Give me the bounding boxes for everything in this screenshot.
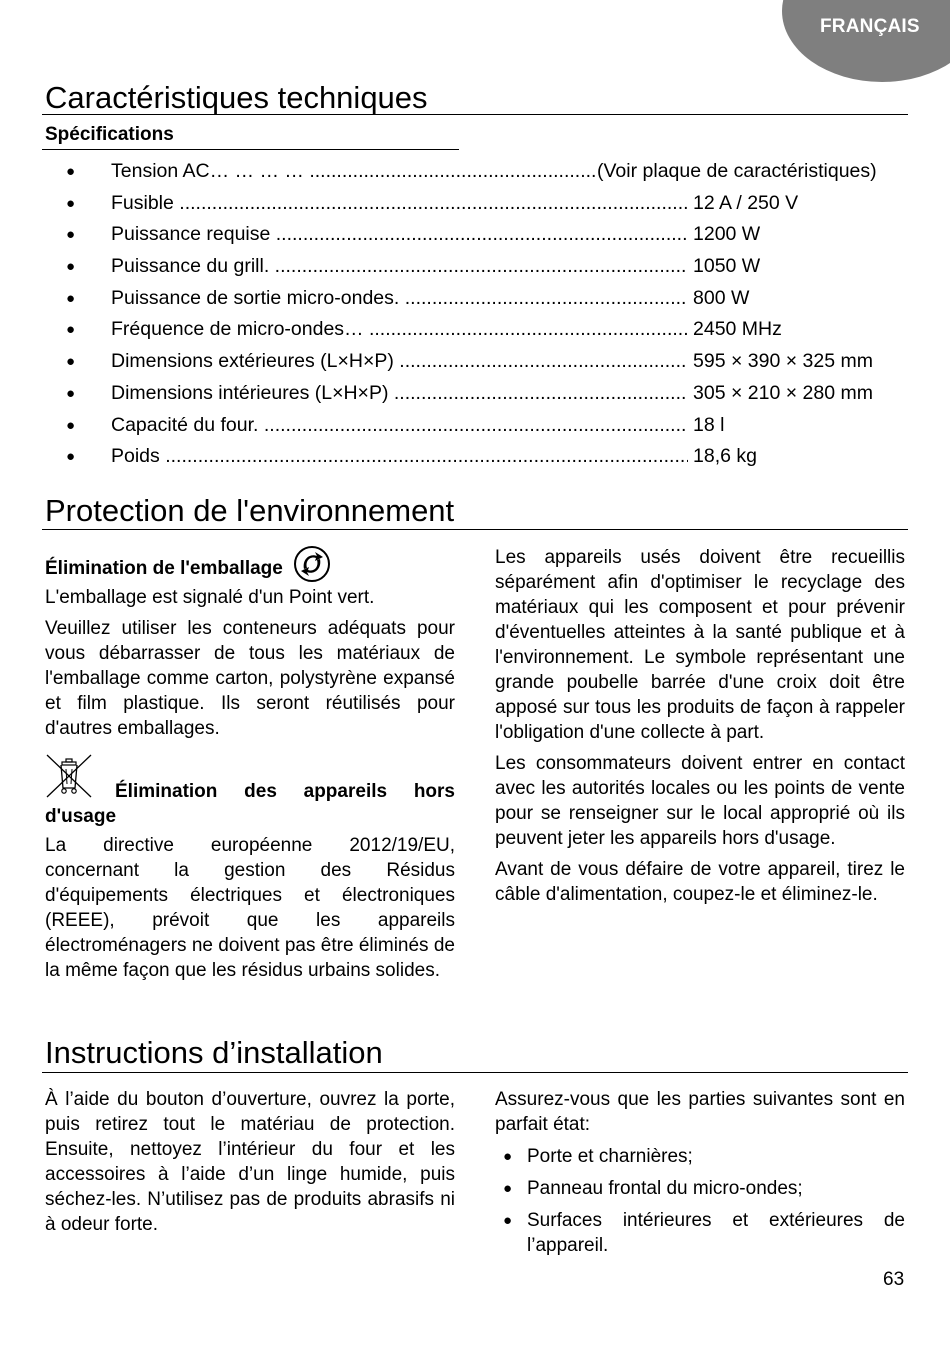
spec-value: 1200 W (693, 219, 760, 251)
install-intro: Assurez-vous que les parties suivantes sont en parfait état: (495, 1089, 905, 1135)
bullet-icon: ● (66, 448, 76, 466)
packaging-paragraph-2: Veuillez utiliser les conteneurs adéquats pour vous débarrasser de tous les matériaux de l'emballage comme carton, polystyrène expansé et film plastique. Ils seront réutilisés pour d'autres emballages. (45, 618, 455, 739)
appliance-paragraph: La directive européenne 2012/19/EU, concernant la gestion des Résidus d'équipements électriques et électroniques (REEE), prévoit que les appareils électroménagers ne doivent pas être éliminés de la même façon que les résidus urbains solides. (45, 835, 455, 981)
list-item (495, 1176, 905, 1201)
install-check-list (495, 1144, 905, 1258)
spec-value: 800 W (693, 283, 749, 315)
spec-list (66, 156, 906, 473)
install-title-rule (42, 1072, 908, 1073)
spec-row (66, 219, 906, 251)
spec-row (66, 346, 906, 378)
bullet-icon: ● (66, 163, 76, 180)
specs-subtitle: Spécifications (45, 124, 174, 145)
env-right-paragraph-2: Les consommateurs doivent entrer en contact avec les autorités locales ou les points de vente pour se renseigner sur le local approprié où ils peuvent jeter les appareils hors d'usage. (495, 753, 905, 849)
spec-row (66, 283, 906, 315)
spec-row (66, 410, 906, 442)
spec-value: 2450 MHz (693, 314, 782, 346)
env-right-paragraph-3: Avant de vous défaire de votre appareil, tirez le câble d'alimentation, coupez-le et éliminez-le. (495, 859, 905, 905)
bullet-icon: ● (66, 321, 76, 339)
language-tab (782, 0, 950, 82)
bullet-icon: ● (66, 353, 76, 371)
spec-label: Fusible ..... (111, 188, 688, 220)
tech-title-rule (42, 114, 908, 115)
specs-subtitle-rule (42, 149, 459, 150)
bullet-icon: ● (66, 384, 76, 402)
crossed-bin-icon (45, 753, 95, 801)
spec-label: Dimensions extérieures (L×H×P) ..... (111, 346, 688, 378)
bullet-icon: ● (66, 194, 76, 212)
spec-row (66, 314, 906, 346)
bullet-icon: ● (66, 289, 76, 307)
env-left-column (45, 545, 455, 989)
spec-label: Capacité du four. ..... (111, 410, 688, 442)
env-right-column (495, 545, 905, 913)
appliance-heading: Élimination des appareils hors d'usage (45, 781, 455, 827)
spec-row (66, 441, 906, 473)
spec-value: 1050 W (693, 251, 760, 283)
spec-value: 595 × 390 × 325 mm (693, 346, 873, 378)
spec-label: Tension AC… … … … ..... (111, 156, 597, 188)
spec-label: Puissance du grill. ..... (111, 251, 688, 283)
list-item-text: Panneau frontal du micro-ondes; (527, 1178, 803, 1199)
install-paragraph: À l’aide du bouton d’ouverture, ouvrez la porte, puis retirez tout le matériau de protection. Ensuite, nettoyez l’intérieur du four et les accessoires à l’aide d’un linge humide, puis séchez-les. N’utilisez pas de produits abrasifs ni à odeur forte. (45, 1089, 455, 1235)
packaging-paragraph-1: L'emballage est signalé d'un Point vert. (45, 587, 375, 608)
spec-label: Poids ..... (111, 441, 688, 473)
spec-label: Puissance de sortie micro-ondes. ..... (111, 283, 688, 315)
language-label: FRANÇAIS (820, 16, 920, 37)
packaging-heading: Élimination de l'emballage (45, 558, 283, 579)
spec-row (66, 378, 906, 410)
bullet-icon: ● (66, 226, 76, 244)
install-title: Instructions d’installation (45, 1035, 383, 1070)
list-item-text: Porte et charnières; (527, 1146, 693, 1167)
bullet-icon: ● (503, 1148, 513, 1165)
env-title: Protection de l'environnement (45, 493, 455, 528)
spec-row (66, 188, 906, 220)
spec-row (66, 251, 906, 283)
list-item-text: Surfaces intérieures et extérieures de l’appareil. (527, 1210, 905, 1256)
spec-value: 305 × 210 × 280 mm (693, 378, 873, 410)
spec-value: 18,6 kg (693, 441, 757, 473)
spec-label: Fréquence de micro-ondes… ..... (111, 314, 688, 346)
tech-title: Caractéristiques techniques (45, 80, 428, 115)
env-title-rule (42, 529, 908, 530)
spec-row (66, 156, 906, 188)
list-item (495, 1208, 905, 1258)
spec-value: 18 l (693, 410, 724, 442)
page-number: 63 (883, 1269, 905, 1290)
list-item (495, 1144, 905, 1169)
install-left-column (45, 1087, 455, 1243)
bullet-icon: ● (66, 416, 76, 434)
spec-value: (Voir plaque de caractéristiques) (597, 156, 877, 188)
bullet-icon: ● (503, 1212, 513, 1229)
env-right-paragraph-1: Les appareils usés doivent être recueillis séparément afin d'optimiser le recyclage des matériaux qui les composent et pour prévenir d'éventuelles atteintes à la santé publique et à l'environnement. Le symbole représentant une grande poubelle barrée d'une croix doit être apposé sur tous les produits de façon à rappeler l'obligation d'une collecte à part. (495, 547, 905, 743)
spec-label: Dimensions intérieures (L×H×P) ..... (111, 378, 688, 410)
bullet-icon: ● (66, 258, 76, 276)
spec-value: 12 A / 250 V (693, 188, 798, 220)
spec-label: Puissance requise ..... (111, 219, 688, 251)
bullet-icon: ● (503, 1180, 513, 1197)
green-dot-icon (293, 545, 331, 583)
install-right-column (495, 1087, 905, 1265)
